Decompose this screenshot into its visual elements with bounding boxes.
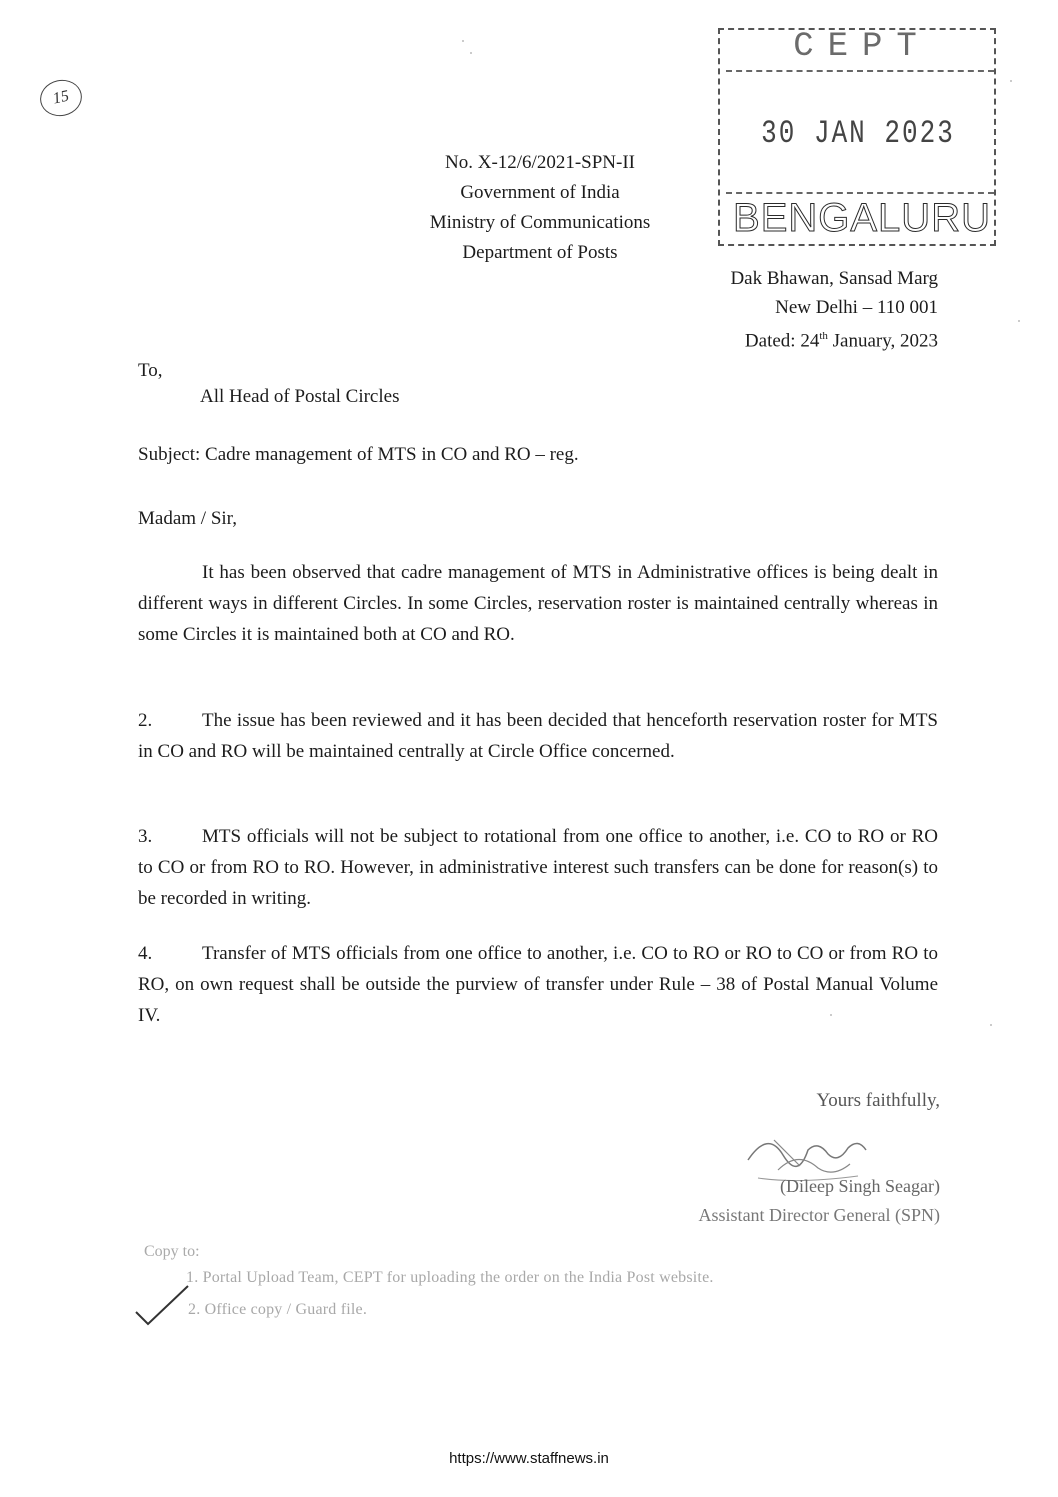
address-line: Dak Bhawan, Sansad Marg: [730, 268, 938, 289]
paragraph-2: 2. The issue has been reviewed and it has been decided that henceforth reservation roster for MTS in CO and RO will be maintained centrally at Circle Office concerned.: [138, 705, 938, 767]
to-label: To,: [138, 360, 163, 381]
scan-speck: [470, 52, 472, 54]
signatory-name: (Dileep Singh Seagar): [780, 1176, 940, 1196]
paragraph-number: 4.: [138, 943, 153, 964]
paragraph-number: 3.: [138, 826, 153, 847]
scan-speck: [1010, 80, 1012, 82]
recipient: All Head of Postal Circles: [200, 386, 400, 407]
signatory-designation: Assistant Director General (SPN): [698, 1205, 940, 1225]
office-address: [600, 264, 938, 355]
paragraph-number: 2.: [138, 710, 153, 731]
paragraph-3: 3. MTS officials will not be subject to rotational from one office to another, i.e. CO to RO or RO to CO or from RO to RO. However, in administrative interest such transfers can be done for reason(s) to be recorded in writing.: [138, 821, 938, 914]
closing: Yours faithfully,: [816, 1090, 940, 1111]
stamp-date: 30 JAN 2023: [761, 114, 955, 152]
scan-speck: [830, 1014, 832, 1016]
ministry-name: Ministry of Communications: [429, 212, 651, 233]
page-number-mark: 15: [37, 76, 86, 120]
stamp-divider: [726, 70, 994, 72]
copy-to-label: Copy to:: [144, 1243, 200, 1260]
scan-speck: [462, 40, 464, 42]
address-line: New Delhi – 110 001: [775, 297, 938, 318]
reference-number: No. X-12/6/2021-SPN-II: [445, 152, 635, 173]
government-name: Government of India: [460, 182, 620, 203]
scan-speck: [990, 1024, 992, 1026]
footer-url: https://www.staffnews.in: [449, 1450, 609, 1467]
salutation: Madam / Sir,: [138, 508, 237, 529]
stamp-divider: [726, 192, 994, 194]
letter-header: [380, 148, 700, 268]
stamp-organisation: CEPT: [793, 28, 931, 66]
paragraph-1: It has been observed that cadre management of MTS in Administrative offices is being dealt in different ways in different Circles. In some Circles, reservation roster is maintained centrally whereas in some Circles it is maintained both at CO and RO.: [138, 562, 938, 645]
stamp-city: BENGALURU: [733, 196, 991, 240]
letter-date: Dated: 24th January, 2023: [744, 330, 938, 352]
department-name: Department of Posts: [462, 242, 618, 263]
copy-to-item: 2. Office copy / Guard file.: [188, 1301, 368, 1318]
scan-speck: [1018, 320, 1020, 322]
subject-line: Subject: Cadre management of MTS in CO and RO – reg.: [138, 444, 579, 465]
check-mark-icon: [132, 1282, 192, 1328]
paragraph-4: 4. Transfer of MTS officials from one office to another, i.e. CO to RO or RO to CO or from RO to RO, on own request shall be outside the purview of transfer under Rule – 38 of Postal Manual Volume IV.: [138, 938, 938, 1031]
copy-to-item: 1. Portal Upload Team, CEPT for uploading the order on the India Post website.: [186, 1269, 714, 1286]
